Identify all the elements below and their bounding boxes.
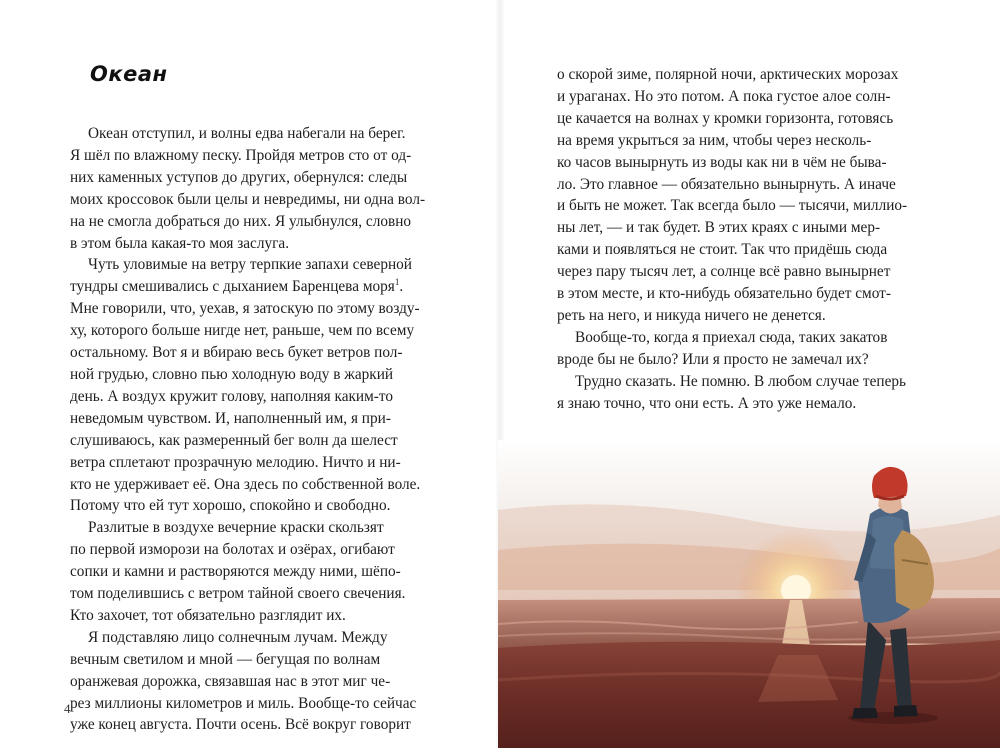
footnote-suffix: . [399,278,404,296]
left-column-text [70,123,440,736]
text-line: Мне говорили, что, уехав, я затоскую по этому возду- [70,300,420,318]
text-line: ветра сплетают прозрачную мелодию. Ничто и ни- [70,453,401,471]
text-line: Вообще-то, когда я приехал сюда, таких закатов [575,328,888,346]
text-line: ху, которого больше нигде нет, раньше, чем по всему [70,322,415,340]
text-line-with-footnote [70,276,440,298]
text-line: кто не удерживает её. Она здесь по собственной воле. [70,475,421,493]
text-line: них каменных уступов до других, обернулся: следы [70,168,408,186]
text-line: я знаю точно, что они есть. А это уже немало. [557,394,857,412]
text-line: ны лет, — и так будет. В этих краях с иными мер- [557,219,881,237]
text-line: реть на него, и никуда ничего не денется. [557,306,826,324]
text-line: рез миллионы километров и миль. Вообще-то сейчас [70,694,417,712]
text-line: Я шёл по влажному песку. Пройдя метров сто от од- [70,146,412,164]
text-line: ко часов вынырнуть из воды как ни в чём не быва- [557,153,887,171]
text-line: оранжевая дорожка, связавшая нас в этот миг че- [70,672,391,690]
text-line: день. А воздух кружит голову, наполняя каким-то [70,387,394,405]
beach [498,640,1000,748]
text-line: на не смогла добраться до них. Я улыбнулся, словно [70,212,412,230]
text-line: Трудно сказать. Не помню. В любом случае теперь [575,372,906,390]
text-line: моих кроссовок были целы и невредимы, ни одна вол- [70,190,426,208]
text-line: Потому что ей тут хорошо, спокойно и свободно. [70,497,391,515]
text-line: ло. Это главное — обязательно вынырнуть. А иначе [557,175,896,193]
text-line: Я подставляю лицо солнечным лучам. Между [88,628,388,646]
sunset-illustration [498,440,1000,748]
text-line: ной грудью, словно пью холодную воду в жаркий [70,365,394,383]
text-line: и быть не может. Так всегда было — тысячи, миллио- [557,197,908,215]
text-line: о скорой зиме, полярной ночи, арктических морозах [557,66,899,83]
text-line: по первой изморози на болотах и озёрах, огибают [70,541,395,559]
text-line: Океан отступил, и волны едва набегали на берег. [88,125,406,142]
sunset-beach-scene [498,440,1000,748]
text-line: на время укрыться за ним, чтобы через несколь- [557,131,872,149]
text-line: тундры смешивались с дыханием Баренцева моря [70,278,395,296]
text-line: в этом была какая-то моя заслуга. [70,234,290,252]
page-number: 4 [64,701,71,716]
text-line: Разлитые в воздухе вечерние краски скользят [88,519,384,537]
text-line: це качается на волнах у кромки горизонта, готовясь [557,109,894,127]
text-line: и ураганах. Но это потом. А пока густое алое солн- [557,87,891,105]
text-line: Кто захочет, тот обязательно разглядит их. [70,606,346,624]
text-line: Чуть уловимые на ветру терпкие запахи северной [88,256,412,274]
text-line: неведомым чувством. И, наполненный им, я при- [70,409,391,427]
text-line: вечным светилом и мной — бегущая по волнам [70,650,381,668]
right-column-text [557,64,930,415]
text-line: уже конец августа. Почти осень. Всё вокруг говорит [70,716,411,734]
text-line: в этом месте, и кто-нибудь обязательно будет смот- [557,285,891,303]
text-line: слушиваюсь, как размеренный бег волн да шелест [70,431,398,449]
text-line: ками и появляться не стоит. Так что придёшь сюда [557,241,888,259]
text-line: том поделившись с ветром тайной своего свечения. [70,585,406,603]
chapter-title: Океан [90,62,168,86]
footnote-marker[interactable]: 1 [394,277,400,288]
text-line: вроде бы не было? Или я просто не замечал их? [557,350,869,368]
text-line: сопки и камни и растворяются между ними, шёпо- [70,563,401,581]
text-line: через пару тысяч лет, а солнце всё равно вынырнет [557,263,891,281]
text-line: остальному. Вот я и вбираю весь букет ветров пол- [70,344,403,362]
